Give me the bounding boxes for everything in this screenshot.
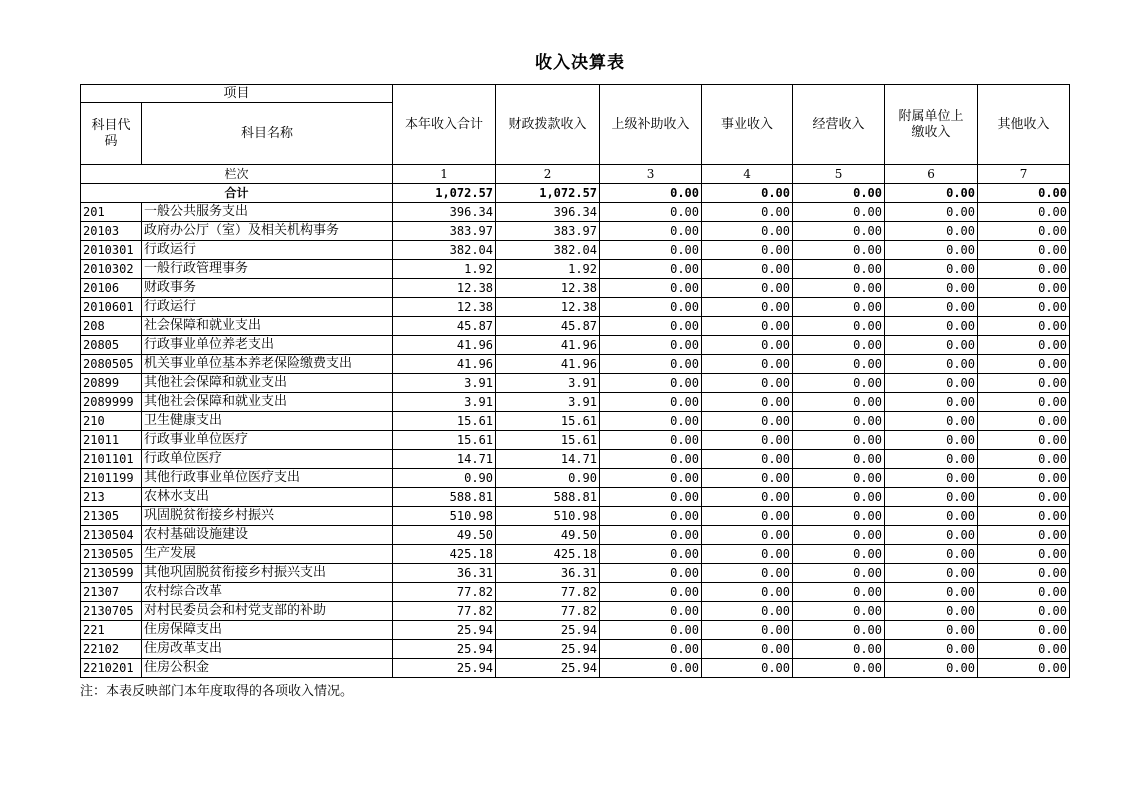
amount-cell: 0.00 [885, 260, 978, 279]
subject-code: 2130505 [81, 545, 142, 564]
header-col-4: 事业收入 [702, 85, 793, 165]
amount-cell: 45.87 [393, 317, 496, 336]
amount-cell: 0.00 [885, 659, 978, 678]
subject-code: 2089999 [81, 393, 142, 412]
amount-cell: 0.00 [978, 507, 1070, 526]
subject-code: 20805 [81, 336, 142, 355]
amount-cell: 36.31 [393, 564, 496, 583]
amount-cell: 0.00 [978, 640, 1070, 659]
lanci-cell: 7 [978, 165, 1070, 184]
amount-cell: 0.00 [600, 374, 702, 393]
amount-cell: 0.00 [885, 412, 978, 431]
amount-cell: 0.00 [978, 431, 1070, 450]
total-value: 0.00 [600, 184, 702, 203]
subject-name: 社会保障和就业支出 [142, 317, 393, 336]
amount-cell: 0.00 [885, 393, 978, 412]
subject-code: 2010302 [81, 260, 142, 279]
amount-cell: 0.00 [793, 583, 885, 602]
amount-cell: 510.98 [393, 507, 496, 526]
total-value: 1,072.57 [496, 184, 600, 203]
table-row [81, 336, 1070, 355]
amount-cell: 0.00 [600, 412, 702, 431]
amount-cell: 0.00 [885, 279, 978, 298]
subject-code: 21011 [81, 431, 142, 450]
amount-cell: 383.97 [393, 222, 496, 241]
subject-code: 20899 [81, 374, 142, 393]
total-value: 0.00 [702, 184, 793, 203]
amount-cell: 0.00 [600, 602, 702, 621]
amount-cell: 0.00 [978, 526, 1070, 545]
amount-cell: 0.00 [978, 659, 1070, 678]
amount-cell: 0.00 [702, 583, 793, 602]
amount-cell: 25.94 [393, 621, 496, 640]
lanci-cell: 5 [793, 165, 885, 184]
amount-cell: 49.50 [496, 526, 600, 545]
amount-cell: 0.00 [978, 374, 1070, 393]
amount-cell: 0.00 [793, 469, 885, 488]
total-row [81, 184, 1070, 203]
amount-cell: 0.00 [600, 507, 702, 526]
subject-name: 行政运行 [142, 241, 393, 260]
table-row [81, 393, 1070, 412]
amount-cell: 0.00 [978, 450, 1070, 469]
total-label: 合计 [81, 184, 393, 203]
subject-name: 行政事业单位医疗 [142, 431, 393, 450]
amount-cell: 15.61 [496, 412, 600, 431]
amount-cell: 41.96 [496, 355, 600, 374]
amount-cell: 0.00 [600, 355, 702, 374]
subject-name: 其他行政事业单位医疗支出 [142, 469, 393, 488]
subject-code: 2101199 [81, 469, 142, 488]
amount-cell: 0.00 [978, 602, 1070, 621]
subject-name: 对村民委员会和村党支部的补助 [142, 602, 393, 621]
amount-cell: 0.00 [978, 469, 1070, 488]
subject-name: 农村基础设施建设 [142, 526, 393, 545]
lanci-cell: 3 [600, 165, 702, 184]
amount-cell: 0.00 [702, 621, 793, 640]
subject-code: 213 [81, 488, 142, 507]
amount-cell: 3.91 [496, 374, 600, 393]
amount-cell: 0.00 [600, 545, 702, 564]
lanci-cell: 4 [702, 165, 793, 184]
table-row [81, 412, 1070, 431]
amount-cell: 0.00 [600, 241, 702, 260]
header-col-7: 其他收入 [978, 85, 1070, 165]
subject-code: 2210201 [81, 659, 142, 678]
amount-cell: 0.00 [793, 374, 885, 393]
subject-name: 巩固脱贫衔接乡村振兴 [142, 507, 393, 526]
amount-cell: 0.00 [885, 317, 978, 336]
amount-cell: 25.94 [393, 659, 496, 678]
amount-cell: 0.00 [793, 355, 885, 374]
amount-cell: 0.00 [600, 564, 702, 583]
amount-cell: 0.00 [600, 431, 702, 450]
amount-cell: 0.00 [793, 317, 885, 336]
amount-cell: 0.00 [885, 336, 978, 355]
amount-cell: 0.00 [793, 621, 885, 640]
table-row [81, 469, 1070, 488]
amount-cell: 0.00 [978, 317, 1070, 336]
amount-cell: 0.00 [702, 298, 793, 317]
subject-code: 21305 [81, 507, 142, 526]
total-value: 1,072.57 [393, 184, 496, 203]
subject-code: 21307 [81, 583, 142, 602]
amount-cell: 0.00 [702, 450, 793, 469]
table-row [81, 431, 1070, 450]
amount-cell: 0.00 [885, 488, 978, 507]
amount-cell: 0.00 [793, 659, 885, 678]
amount-cell: 25.94 [496, 621, 600, 640]
amount-cell: 0.00 [793, 488, 885, 507]
amount-cell: 36.31 [496, 564, 600, 583]
amount-cell: 0.00 [885, 564, 978, 583]
amount-cell: 0.00 [885, 507, 978, 526]
amount-cell: 0.00 [793, 203, 885, 222]
amount-cell: 77.82 [496, 602, 600, 621]
lanci-label: 栏次 [81, 165, 393, 184]
amount-cell: 15.61 [393, 431, 496, 450]
subject-code: 20103 [81, 222, 142, 241]
amount-cell: 41.96 [496, 336, 600, 355]
amount-cell: 3.91 [393, 374, 496, 393]
amount-cell: 0.00 [600, 317, 702, 336]
amount-cell: 0.00 [978, 279, 1070, 298]
amount-cell: 0.00 [978, 222, 1070, 241]
amount-cell: 0.00 [600, 621, 702, 640]
header-col-3: 上级补助收入 [600, 85, 702, 165]
footnote: 注：本表反映部门本年度取得的各项收入情况。 [80, 684, 354, 699]
amount-cell: 25.94 [496, 640, 600, 659]
amount-cell: 0.00 [702, 203, 793, 222]
lanci-row [81, 165, 1070, 184]
report-title: 收入决算表 [535, 53, 625, 73]
amount-cell: 0.00 [702, 317, 793, 336]
amount-cell: 41.96 [393, 336, 496, 355]
amount-cell: 0.00 [793, 564, 885, 583]
amount-cell: 0.00 [978, 545, 1070, 564]
header-code: 科目代码 [81, 103, 142, 165]
amount-cell: 0.00 [702, 507, 793, 526]
header-name: 科目名称 [142, 103, 393, 165]
subject-name: 一般公共服务支出 [142, 203, 393, 222]
amount-cell: 0.00 [600, 279, 702, 298]
amount-cell: 77.82 [393, 583, 496, 602]
amount-cell: 0.00 [978, 241, 1070, 260]
amount-cell: 0.00 [793, 279, 885, 298]
amount-cell: 12.38 [393, 298, 496, 317]
subject-name: 一般行政管理事务 [142, 260, 393, 279]
amount-cell: 396.34 [393, 203, 496, 222]
table-row [81, 526, 1070, 545]
amount-cell: 0.00 [885, 203, 978, 222]
amount-cell: 383.97 [496, 222, 600, 241]
amount-cell: 3.91 [393, 393, 496, 412]
subject-name: 行政运行 [142, 298, 393, 317]
amount-cell: 588.81 [393, 488, 496, 507]
amount-cell: 0.00 [702, 659, 793, 678]
amount-cell: 0.00 [600, 583, 702, 602]
amount-cell: 0.00 [600, 450, 702, 469]
header-col-2: 财政拨款收入 [496, 85, 600, 165]
amount-cell: 12.38 [393, 279, 496, 298]
amount-cell: 0.00 [793, 545, 885, 564]
amount-cell: 0.00 [793, 526, 885, 545]
subject-name: 住房保障支出 [142, 621, 393, 640]
amount-cell: 0.00 [702, 393, 793, 412]
amount-cell: 0.00 [793, 336, 885, 355]
table-row [81, 583, 1070, 602]
amount-cell: 12.38 [496, 298, 600, 317]
amount-cell: 0.00 [978, 203, 1070, 222]
table-row [81, 507, 1070, 526]
subject-code: 2010601 [81, 298, 142, 317]
amount-cell: 396.34 [496, 203, 600, 222]
amount-cell: 25.94 [496, 659, 600, 678]
amount-cell: 382.04 [496, 241, 600, 260]
table-row [81, 602, 1070, 621]
subject-code: 22102 [81, 640, 142, 659]
amount-cell: 0.00 [793, 298, 885, 317]
amount-cell: 0.00 [793, 450, 885, 469]
amount-cell: 0.00 [793, 393, 885, 412]
table-row [81, 450, 1070, 469]
header-row-top [81, 85, 1070, 103]
amount-cell: 0.00 [702, 279, 793, 298]
table-row [81, 355, 1070, 374]
amount-cell: 0.00 [885, 583, 978, 602]
subject-code: 2080505 [81, 355, 142, 374]
subject-name: 政府办公厅（室）及相关机构事务 [142, 222, 393, 241]
subject-name: 财政事务 [142, 279, 393, 298]
subject-code: 20106 [81, 279, 142, 298]
amount-cell: 0.00 [885, 545, 978, 564]
subject-code: 208 [81, 317, 142, 336]
table-row [81, 564, 1070, 583]
table-row [81, 298, 1070, 317]
amount-cell: 0.90 [496, 469, 600, 488]
subject-code: 2101101 [81, 450, 142, 469]
amount-cell: 15.61 [393, 412, 496, 431]
amount-cell: 0.00 [978, 298, 1070, 317]
amount-cell: 0.00 [702, 469, 793, 488]
amount-cell: 0.00 [885, 450, 978, 469]
amount-cell: 77.82 [393, 602, 496, 621]
amount-cell: 1.92 [393, 260, 496, 279]
table-row [81, 640, 1070, 659]
amount-cell: 0.00 [885, 526, 978, 545]
table-row [81, 260, 1070, 279]
subject-code: 201 [81, 203, 142, 222]
header-xiangmu: 项目 [81, 85, 393, 103]
amount-cell: 0.00 [885, 298, 978, 317]
subject-code: 2010301 [81, 241, 142, 260]
amount-cell: 0.00 [885, 602, 978, 621]
amount-cell: 0.00 [600, 526, 702, 545]
amount-cell: 0.00 [978, 621, 1070, 640]
table-row [81, 203, 1070, 222]
amount-cell: 0.00 [793, 602, 885, 621]
header-col-6: 附属单位上缴收入 [885, 85, 978, 165]
amount-cell: 0.00 [702, 431, 793, 450]
table-row [81, 222, 1070, 241]
total-value: 0.00 [793, 184, 885, 203]
amount-cell: 49.50 [393, 526, 496, 545]
amount-cell: 0.00 [600, 203, 702, 222]
amount-cell: 0.00 [702, 260, 793, 279]
amount-cell: 0.00 [600, 659, 702, 678]
subject-code: 210 [81, 412, 142, 431]
subject-name: 其他巩固脱贫衔接乡村振兴支出 [142, 564, 393, 583]
amount-cell: 0.00 [793, 412, 885, 431]
table-row [81, 317, 1070, 336]
table-row [81, 241, 1070, 260]
amount-cell: 425.18 [496, 545, 600, 564]
subject-code: 2130504 [81, 526, 142, 545]
subject-name: 住房公积金 [142, 659, 393, 678]
amount-cell: 0.00 [702, 412, 793, 431]
amount-cell: 0.00 [793, 241, 885, 260]
subject-name: 卫生健康支出 [142, 412, 393, 431]
amount-cell: 0.00 [885, 355, 978, 374]
amount-cell: 0.00 [600, 488, 702, 507]
amount-cell: 0.00 [885, 241, 978, 260]
amount-cell: 0.00 [885, 469, 978, 488]
amount-cell: 0.00 [600, 640, 702, 659]
amount-cell: 0.00 [702, 355, 793, 374]
amount-cell: 0.00 [793, 431, 885, 450]
amount-cell: 0.00 [793, 507, 885, 526]
income-table [80, 84, 1070, 678]
amount-cell: 0.00 [600, 336, 702, 355]
amount-cell: 425.18 [393, 545, 496, 564]
subject-name: 农村综合改革 [142, 583, 393, 602]
subject-name: 住房改革支出 [142, 640, 393, 659]
amount-cell: 0.00 [793, 222, 885, 241]
amount-cell: 0.00 [702, 602, 793, 621]
total-value: 0.00 [885, 184, 978, 203]
subject-code: 221 [81, 621, 142, 640]
amount-cell: 0.00 [885, 640, 978, 659]
amount-cell: 14.71 [393, 450, 496, 469]
table-row [81, 545, 1070, 564]
amount-cell: 0.00 [793, 260, 885, 279]
subject-code: 2130705 [81, 602, 142, 621]
amount-cell: 14.71 [496, 450, 600, 469]
amount-cell: 0.00 [702, 545, 793, 564]
table-row [81, 659, 1070, 678]
amount-cell: 0.00 [978, 412, 1070, 431]
amount-cell: 45.87 [496, 317, 600, 336]
header-col-1: 本年收入合计 [393, 85, 496, 165]
amount-cell: 510.98 [496, 507, 600, 526]
amount-cell: 0.00 [978, 488, 1070, 507]
table-row [81, 488, 1070, 507]
amount-cell: 0.00 [978, 564, 1070, 583]
table-row [81, 279, 1070, 298]
lanci-cell: 6 [885, 165, 978, 184]
subject-name: 生产发展 [142, 545, 393, 564]
amount-cell: 3.91 [496, 393, 600, 412]
table-body [81, 85, 1070, 678]
amount-cell: 0.00 [793, 640, 885, 659]
amount-cell: 588.81 [496, 488, 600, 507]
amount-cell: 0.00 [978, 355, 1070, 374]
amount-cell: 0.00 [702, 241, 793, 260]
subject-code: 2130599 [81, 564, 142, 583]
amount-cell: 0.00 [978, 260, 1070, 279]
amount-cell: 0.00 [600, 222, 702, 241]
amount-cell: 382.04 [393, 241, 496, 260]
subject-name: 行政单位医疗 [142, 450, 393, 469]
amount-cell: 77.82 [496, 583, 600, 602]
subject-name: 农林水支出 [142, 488, 393, 507]
amount-cell: 1.92 [496, 260, 600, 279]
table-row [81, 374, 1070, 393]
table-row [81, 621, 1070, 640]
amount-cell: 12.38 [496, 279, 600, 298]
subject-name: 其他社会保障和就业支出 [142, 374, 393, 393]
amount-cell: 0.00 [885, 374, 978, 393]
amount-cell: 0.00 [702, 374, 793, 393]
subject-name: 行政事业单位养老支出 [142, 336, 393, 355]
amount-cell: 0.00 [702, 222, 793, 241]
amount-cell: 0.00 [600, 469, 702, 488]
amount-cell: 25.94 [393, 640, 496, 659]
amount-cell: 15.61 [496, 431, 600, 450]
total-value: 0.00 [978, 184, 1070, 203]
amount-cell: 0.00 [600, 393, 702, 412]
subject-name: 机关事业单位基本养老保险缴费支出 [142, 355, 393, 374]
amount-cell: 0.00 [702, 336, 793, 355]
amount-cell: 0.00 [702, 640, 793, 659]
lanci-cell: 2 [496, 165, 600, 184]
amount-cell: 0.00 [600, 260, 702, 279]
amount-cell: 0.00 [885, 431, 978, 450]
header-col-5: 经营收入 [793, 85, 885, 165]
amount-cell: 0.00 [978, 393, 1070, 412]
amount-cell: 0.90 [393, 469, 496, 488]
amount-cell: 0.00 [978, 336, 1070, 355]
lanci-cell: 1 [393, 165, 496, 184]
amount-cell: 41.96 [393, 355, 496, 374]
amount-cell: 0.00 [885, 621, 978, 640]
amount-cell: 0.00 [978, 583, 1070, 602]
amount-cell: 0.00 [885, 222, 978, 241]
amount-cell: 0.00 [702, 526, 793, 545]
amount-cell: 0.00 [600, 298, 702, 317]
amount-cell: 0.00 [702, 564, 793, 583]
subject-name: 其他社会保障和就业支出 [142, 393, 393, 412]
amount-cell: 0.00 [702, 488, 793, 507]
